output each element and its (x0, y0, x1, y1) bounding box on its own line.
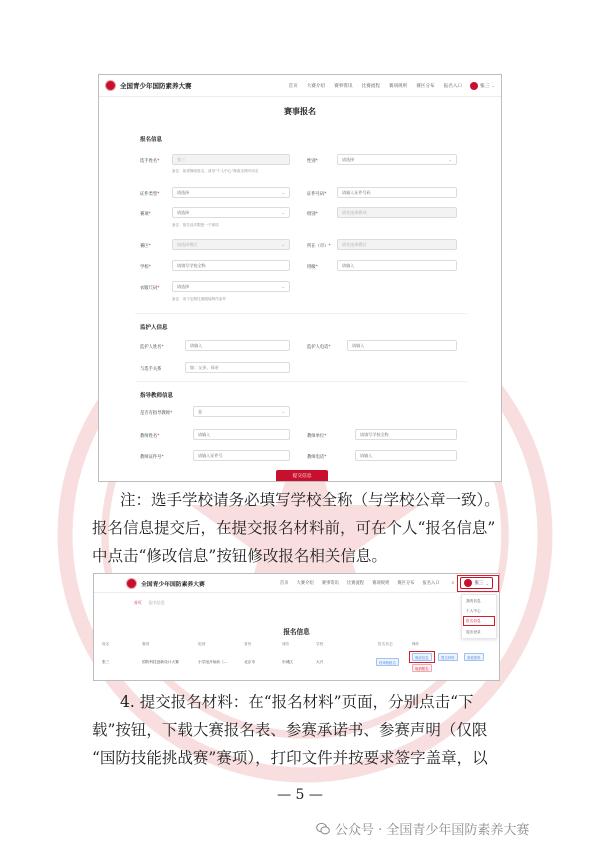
group-label: 组别* (307, 212, 318, 217)
submit-materials-button[interactable]: 提交材料 (438, 653, 458, 661)
table-cell: 国防科技创新设计大赛 (142, 660, 179, 664)
divider (135, 313, 467, 314)
brand-name: 全国青少年国防素养大赛 (120, 82, 192, 90)
breadcrumb (134, 600, 165, 606)
gender-label: 性别* (307, 159, 318, 164)
view-materials-button[interactable]: 查看资料 (464, 653, 484, 661)
table-header: 姓名 (102, 642, 110, 646)
table-header: 组别 (198, 642, 206, 646)
table-header: 赛项 (142, 642, 150, 646)
guardian-phone-label: 监护人电话* (307, 345, 331, 350)
chevron-down-icon: ⌄ (448, 157, 452, 162)
page-title: 赛事报名 (284, 107, 316, 116)
size-note: 备注：用于定制比赛服装制作参考 (172, 297, 226, 301)
chevron-down-icon: ⌄ (281, 190, 285, 195)
chevron-down-icon: ⌄ (281, 409, 285, 414)
grade-label: 班级* (307, 265, 318, 270)
idno-label: 证件号码* (307, 192, 327, 197)
school-label: 学校* (140, 265, 151, 270)
wechat-watermark (316, 819, 529, 838)
search-icon[interactable]: ⌕ (451, 580, 455, 586)
page-title: 报名信息 (283, 628, 310, 636)
paragraph-line: “国防技能挑战赛”赛项），打印文件并按要求签字盖章，以 (92, 749, 488, 767)
school-input[interactable]: 请填写学校全称 (172, 260, 290, 271)
section-title-guardian: 监护人信息 (140, 325, 168, 331)
watermark-text: 公众号 · 全国青少年国防素养大赛 (335, 823, 530, 838)
size-select[interactable]: 请选择 ⌄ (172, 281, 290, 292)
edit-info-button[interactable]: 修改信息 (412, 653, 432, 661)
idtype-select[interactable]: 请选择 ⌄ (172, 187, 290, 198)
name-field[interactable]: 张三 (172, 154, 290, 165)
nav-item-signup[interactable]: 报名入口 (443, 83, 463, 89)
event-note: 备注：报名选手限报一个赛项 (172, 223, 219, 227)
chevron-down-icon: ⌄ (281, 242, 285, 247)
table-cell: 小学组开始前（... (198, 660, 228, 664)
contest-logo-icon (126, 578, 137, 589)
nav-item-process[interactable]: 比赛流程 (346, 581, 365, 586)
highlight-box (457, 575, 499, 592)
teacher-phone-label: 教师电话* (307, 455, 327, 460)
menu-item-signup-info[interactable]: 报名信息 (466, 619, 481, 623)
breadcrumb-current: 报名信息 (149, 600, 165, 605)
wechat-icon (316, 822, 330, 836)
user-name: 张三 (480, 84, 490, 89)
table-cell: 张三 (102, 660, 110, 664)
nav-item-regions[interactable]: 赛区分布 (416, 83, 435, 89)
has-teacher-label: 是否有指导教师* (140, 411, 173, 416)
nav-item-regions[interactable]: 赛区分布 (397, 581, 415, 586)
highlight-box (409, 651, 435, 663)
has-teacher-select[interactable]: 是 ⌄ (193, 406, 290, 417)
gender-select[interactable]: 请选择 ⌄ (337, 154, 457, 165)
province-select[interactable]: 请选择赛区 ⌄ (172, 239, 290, 250)
table-header: 报名状态 (378, 642, 393, 646)
user-name: 张三 (474, 581, 484, 586)
user-menu[interactable] (470, 82, 495, 90)
event-label: 赛项* (140, 212, 151, 217)
table-cell: 北京市 (244, 660, 256, 664)
top-navbar (99, 75, 501, 97)
nav-item-news[interactable]: 赛事资讯 (334, 83, 353, 89)
highlight-box (463, 616, 495, 626)
paragraph-line: 中点击“修改信息”按钮修改报名相关信息。 (92, 547, 387, 565)
nav-links (280, 580, 440, 586)
table-header: 省份 (244, 642, 252, 646)
registration-info-screenshot (93, 573, 500, 681)
nav-item-rules[interactable]: 赛项规则 (388, 83, 408, 89)
breadcrumb-home[interactable]: 首页 (134, 600, 142, 605)
teacher-name-label: 教师姓名* (140, 434, 160, 439)
idno-input[interactable]: 请输入证件号码 (337, 187, 457, 198)
guardian-name-label: 监护人姓名* (140, 345, 164, 350)
relation-input[interactable]: 如：父亲、母亲 (185, 362, 290, 373)
name-label: 选手姓名* (140, 159, 160, 164)
nav-links (288, 83, 462, 89)
avatar (470, 82, 478, 90)
chevron-down-icon: ⌄ (281, 284, 285, 289)
menu-item-profile[interactable]: 个人中心 (466, 609, 481, 613)
paragraph-line: 载”按钮，下载大赛报名表、参赛承诺书、参赛声明（仅限 (92, 721, 488, 739)
brand-name: 全国青少年国防素养大赛 (141, 581, 205, 588)
chevron-down-icon: ⌄ (491, 83, 495, 88)
submit-button[interactable]: 提交信息 (276, 470, 328, 482)
teacher-unit-label: 教师单位* (307, 434, 327, 439)
top-navbar (94, 574, 499, 593)
menu-item-logout[interactable]: 退出登录 (466, 630, 481, 634)
contest-logo-icon (105, 80, 116, 91)
idtype-label: 证件类型* (140, 192, 160, 197)
nav-item-process[interactable]: 比赛流程 (361, 83, 380, 89)
divider (135, 381, 467, 382)
section-title-info: 报名信息 (140, 137, 163, 143)
nav-item-signup[interactable]: 报名入口 (422, 581, 440, 586)
guardian-name-input[interactable]: 请输入 (185, 340, 290, 351)
table-header: 学校 (316, 642, 324, 646)
paragraph-line: 注：选手学校请务必填写学校全称（与学校公章一致）。 (120, 491, 500, 509)
paragraph-line: 4. 提交报名材料：在“报名材料”页面，分别点击“下 (120, 693, 474, 711)
grade-input[interactable]: 请输入 (337, 260, 457, 271)
table-header: 城市 (282, 642, 290, 646)
nav-item-intro[interactable]: 大赛介绍 (306, 83, 326, 89)
teacher-phone-input[interactable]: 请输入 (355, 450, 457, 461)
paragraph-line: 报名信息提交后，在提交报名材料前，可在个人“报名信息” (92, 519, 496, 537)
teacher-id-label: 教师证件号* (140, 455, 164, 460)
chevron-down-icon: ⌄ (281, 210, 285, 215)
registration-form-screenshot (98, 74, 502, 482)
province-label: 赛区* (140, 244, 151, 249)
table-cell: 大兴 (316, 660, 324, 664)
nav-item-news[interactable]: 赛事资讯 (321, 581, 339, 586)
user-dropdown-menu (461, 594, 497, 639)
name-note: 备注：如需修改姓名，请至“个人中心”修改全网可用名 (172, 169, 259, 173)
table-cell: 东城区 (282, 660, 294, 664)
city-label: 所在（市）* (307, 244, 331, 249)
city-select[interactable]: 请先选择赛区 (337, 239, 457, 250)
group-select[interactable]: 请先选择赛项 (337, 207, 457, 218)
guardian-phone-input[interactable]: 请输入 (347, 340, 457, 351)
event-select[interactable]: 请选择 ⌄ (172, 207, 290, 218)
table-header: 操作 (412, 642, 420, 646)
nav-item-intro[interactable]: 大赛介绍 (296, 581, 314, 586)
teacher-name-input[interactable]: 请输入 (193, 429, 290, 440)
nav-item-home[interactable]: 首页 (288, 83, 298, 89)
relation-label: 与选手关系 (140, 367, 162, 372)
cancel-signup-button[interactable]: 取消报名 (412, 664, 432, 672)
registration-form (99, 127, 502, 479)
teacher-unit-input[interactable]: 请填写学校全称 (355, 429, 457, 440)
page-number: — 5 — (277, 787, 323, 803)
status-badge: 待审核报名 (376, 658, 399, 666)
nav-item-rules[interactable]: 赛项规则 (372, 581, 390, 586)
teacher-id-input[interactable]: 请输入证件号 (193, 450, 290, 461)
size-label: 衣服尺码* (140, 286, 160, 291)
chevron-down-icon: ⌄ (485, 580, 489, 586)
menu-item-my-info[interactable]: 我的信息 (466, 599, 481, 603)
nav-item-home[interactable]: 首页 (279, 581, 289, 586)
section-title-teacher: 指导教师信息 (140, 393, 174, 399)
